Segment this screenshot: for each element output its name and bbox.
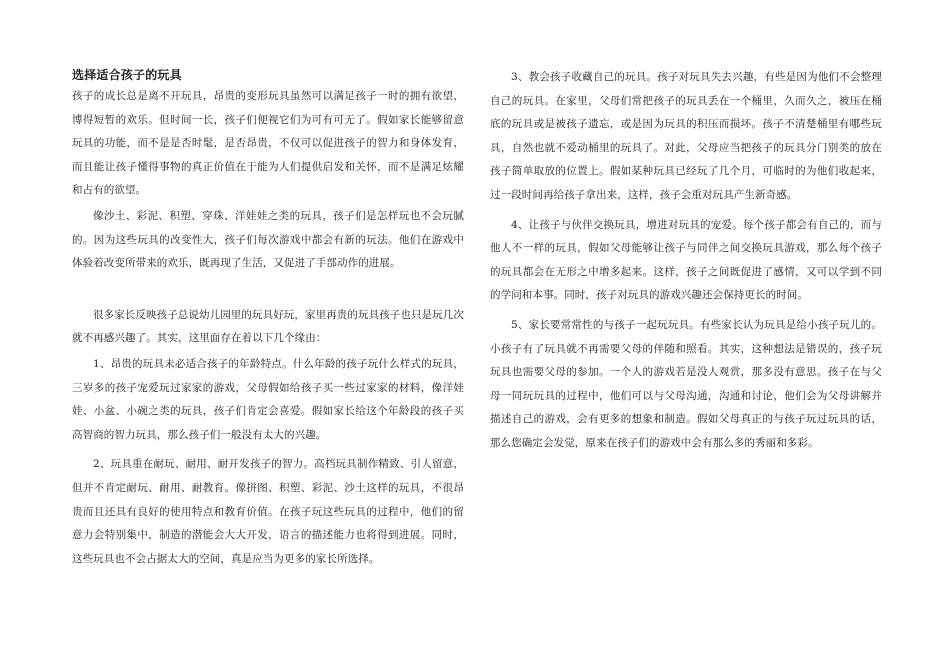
left-column bbox=[72, 66, 464, 571]
paragraph-reason-2: 2、玩具重在耐玩、耐用、耐开发孩子的智力。高档玩具制作精致、引人留意，但并不肯定耐玩、耐用、耐教育。像拼图、积塑、彩泥、沙土这样的玩具，不很昂贵而且还具有良好的使用特点和教育价值。在孩子玩这些玩具的过程中，他们的留意力会特别集中，制造的潜能会大大开发，语言的描述能力也将得到进展。同时，这些玩具也不会占据太大的空间，真是应当为更多的家长所选择。 bbox=[72, 458, 464, 565]
paragraph-reason-1: 1、昂贵的玩具未必适合孩子的年龄特点。什么年龄的孩子玩什么样式的玩具，三岁多的孩子宠爱玩过家家的游戏，父母假如给孩子买一些过家家的材料，像洋娃娃、小盆、小碗之类的玩具，孩子们肯定会喜爱。假如家长给这个年龄段的孩子买高智商的智力玩具，那么孩子们一般没有太大的兴趣。 bbox=[72, 357, 464, 441]
paragraph-intro: 孩子的成长总是离不开玩具，昂贵的变形玩具虽然可以满足孩子一时的拥有欲望，博得短暂的欢乐。但时间一长，孩子们便视它们为可有可无了。假如家长能够留意玩具的功能，而不是是否时髦，是否昂贵，不仅可以促进孩子的智力和身体发育，而且能让孩子懂得事物的真正价值在于能为人们提供启发和关怀，而不是满足炫耀和占有的欲望。 bbox=[72, 90, 464, 197]
paragraph-parents-feedback: 很多家长反映孩子总说幼儿园里的玩具好玩，家里再贵的玩具孩子也只是玩几次就不再感兴趣了。其实，这里面存在着以下几个缘由： bbox=[72, 308, 464, 345]
document-title: 选择适合孩子的玩具 bbox=[72, 68, 182, 82]
paragraph-sand-toys: 像沙土、彩泥、积塑、穿珠、洋娃娃之类的玩具，孩子们是怎样玩也不会玩腻的。因为这些玩具的改变性大，孩子们每次游戏中都会有新的玩法。他们在游戏中体验着改变所带来的欢乐，既再现了生活，又促进了手部动作的进展。 bbox=[72, 209, 464, 270]
right-column bbox=[490, 66, 882, 456]
paragraph-reason-3: 3、教会孩子收藏自己的玩具。孩子对玩具失去兴趣，有些是因为他们不会整理自己的玩具。在家里，父母们常把孩子的玩具丢在一个桶里，久而久之，被压在桶底的玩具或是被孩子遗忘，或是因为玩具的积压而损坏。孩子不清楚桶里有哪些玩具，自然也就不爱动桶里的玩具了。对此，父母应当把孩子的玩具分门别类的放在孩子简单取放的位置上。假如某种玩具已经玩了几个月，可临时的为他们收起来，过一段时间再给孩子拿出来，这样，孩子会重对玩具产生新奇感。 bbox=[490, 71, 882, 201]
paragraph-reason-5: 5、家长要常常性的与孩子一起玩玩具。有些家长认为玩具是给小孩子玩儿的。小孩子有了玩具就不再需要父母的伴随和照看。其实，这种想法是错误的，孩子玩玩具也需要父母的参加。一个人的游戏若是没人观赏，那多没有意思。孩子在与父母一同玩玩具的过程中，他们可以与父母沟通，沟通和讨论，他们会为父母讲解并描述自己的游戏，会有更多的想象和制造。假如父母真正的与孩子玩过玩具的话，那么您确定会发觉，原来在孩子们的游戏中会有那么多的秀丽和多彩。 bbox=[490, 318, 882, 449]
paragraph-reason-4: 4、让孩子与伙伴交换玩具，增进对玩具的宠爱。每个孩子都会有自己的，而与他人不一样的玩具，假如父母能够让孩子与同伴之间交换玩具游戏，那么每个孩子的玩具都会在无形之中增多起来。这样，孩子之间既促进了感情，又可以学到不同的学问和本事。同时，孩子对玩具的游戏兴趣还会保持更长的时间。 bbox=[490, 218, 882, 302]
